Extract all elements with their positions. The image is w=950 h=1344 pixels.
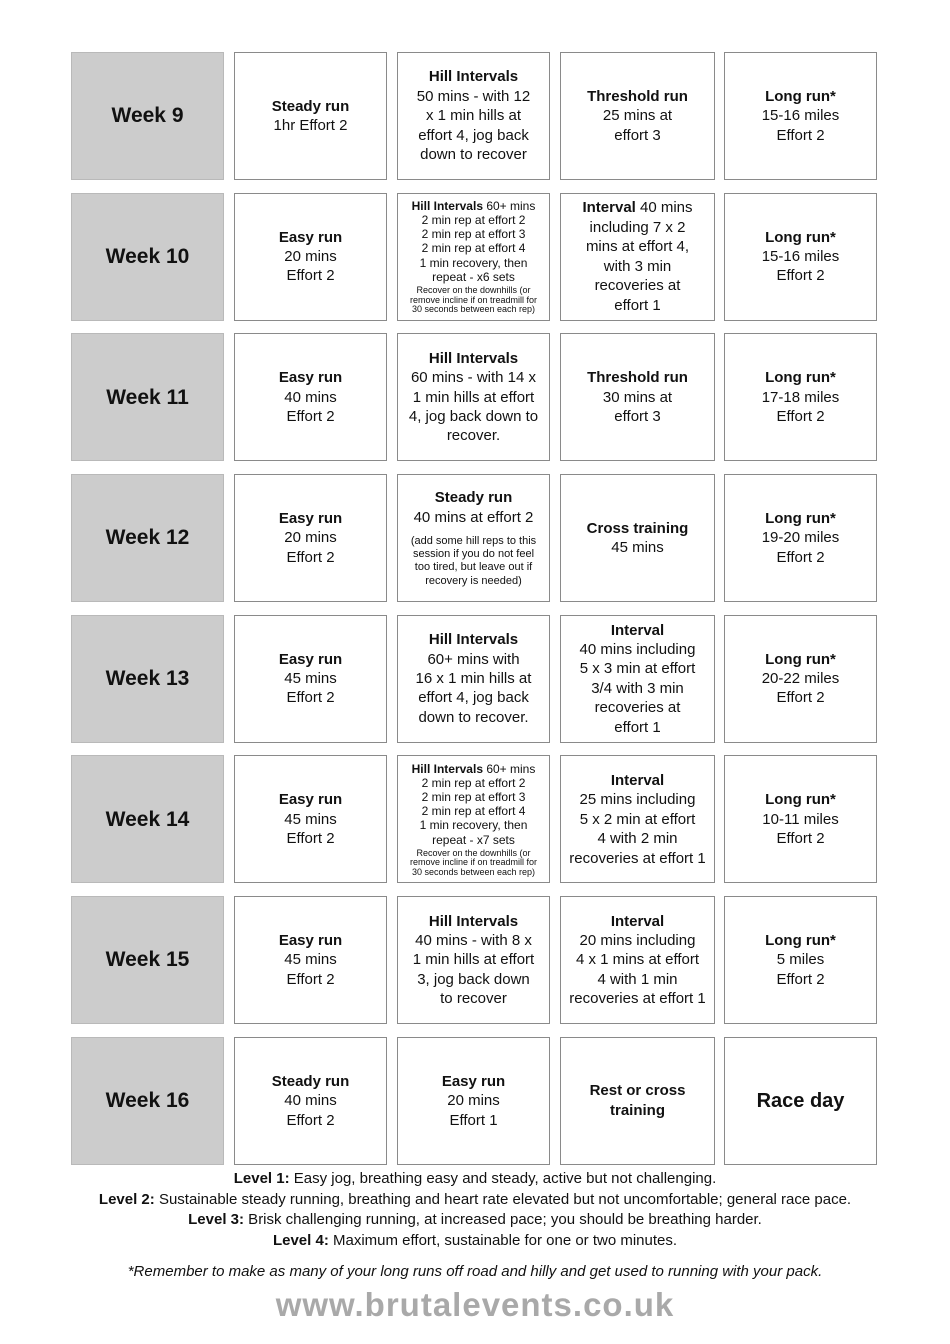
session-line: recover. — [446, 427, 501, 445]
session-line: 5 miles — [776, 951, 825, 969]
session-title: Interval — [610, 771, 665, 789]
session-line: 40 mins — [284, 388, 337, 406]
session-title: Threshold run — [587, 369, 688, 387]
session-heading — [765, 509, 836, 528]
session-cell — [397, 896, 550, 1024]
session-line: 45 mins — [284, 810, 337, 828]
session-line: 40 mins — [284, 1092, 337, 1110]
session-cell — [724, 1037, 877, 1165]
week-row — [71, 193, 877, 321]
session-cell — [560, 1037, 715, 1165]
session-line: Effort 2 — [286, 689, 335, 707]
note-line: (add some hill reps to this — [410, 535, 537, 548]
session-heading — [611, 771, 664, 790]
session-title: Steady run — [271, 1072, 350, 1090]
session-heading — [279, 368, 342, 387]
session-cell — [397, 755, 550, 883]
session-line: 19-20 miles — [761, 529, 840, 547]
session-line: 4 with 2 min — [597, 830, 678, 848]
session-cell — [560, 193, 715, 321]
session-line: Effort 2 — [776, 830, 825, 848]
footnote-line: 30 seconds between each rep) — [411, 304, 536, 315]
session-cell — [397, 474, 550, 602]
session-cell — [724, 896, 877, 1024]
session-heading — [582, 198, 692, 217]
session-line: 60 mins - with 14 x — [410, 369, 537, 387]
session-title: Hill Intervals — [428, 912, 519, 930]
session-line: 2 min rep at effort 3 — [421, 789, 526, 804]
session-title: Race day — [756, 1089, 845, 1112]
session-details — [410, 762, 537, 878]
legend-text: Easy jog, breathing easy and steady, active but not challenging. — [289, 1170, 717, 1187]
week-row — [71, 896, 877, 1024]
session-title: Easy run — [278, 650, 343, 668]
session-line: 1 min recovery, then — [419, 255, 528, 270]
session-cell — [560, 474, 715, 602]
session-line: 60+ mins with — [427, 650, 520, 668]
session-heading — [429, 67, 518, 86]
session-heading — [410, 762, 537, 776]
week-label: Week 14 — [71, 755, 224, 883]
session-cell — [234, 896, 387, 1024]
note-line: recovery is needed) — [425, 574, 522, 587]
session-line: Effort 2 — [776, 267, 825, 285]
session-title: Long run* — [765, 369, 836, 387]
session-cell — [397, 1037, 550, 1165]
session-line: 16 x 1 min hills at — [415, 670, 532, 688]
session-line: 40 mins including — [579, 640, 696, 658]
session-title: Steady run — [434, 489, 513, 507]
session-heading — [757, 1089, 845, 1113]
session-title: Long run* — [765, 509, 836, 527]
session-title: Hill Intervals — [411, 198, 483, 213]
session-heading — [587, 519, 689, 538]
session-line: Effort 2 — [286, 970, 335, 988]
session-title: Interval — [582, 199, 636, 217]
legend-text: Maximum effort, sustainable for one or two minutes. — [328, 1232, 678, 1250]
session-title-suffix: 60+ mins — [483, 198, 536, 213]
session-cell — [724, 52, 877, 180]
week-label: Week 12 — [71, 474, 224, 602]
session-line: 15-16 miles — [761, 107, 840, 125]
session-line: 30 mins at — [602, 388, 673, 406]
session-line: 50 mins - with 12 — [416, 87, 531, 105]
session-line: 20-22 miles — [761, 670, 840, 688]
session-line: Effort 2 — [286, 830, 335, 848]
session-line: 15-16 miles — [761, 247, 840, 265]
session-heading — [279, 931, 342, 950]
session-line: 5 x 3 min at effort — [579, 660, 696, 678]
session-title: Long run* — [765, 87, 836, 105]
session-title: Cross training — [586, 519, 689, 537]
session-heading — [587, 87, 688, 106]
session-line: 1 min recovery, then — [419, 818, 528, 833]
session-title: Easy run — [278, 369, 343, 387]
session-line: 20 mins — [284, 529, 337, 547]
week-row — [71, 755, 877, 883]
session-heading — [429, 630, 518, 649]
session-line: 45 mins — [284, 670, 337, 688]
session-title: Easy run — [278, 791, 343, 809]
session-cell — [560, 896, 715, 1024]
session-cell — [397, 615, 550, 743]
session-line: Effort 1 — [449, 1111, 498, 1129]
session-heading — [765, 650, 836, 669]
legend-line — [0, 1190, 950, 1211]
session-cell — [724, 474, 877, 602]
session-line: recoveries at — [594, 277, 681, 295]
session-line: 2 min rep at effort 3 — [421, 227, 526, 242]
session-heading — [279, 650, 342, 669]
session-cell — [560, 615, 715, 743]
session-line: 5 x 2 min at effort — [579, 810, 696, 828]
session-line: 1 min hills at effort — [412, 388, 535, 406]
session-line: effort 1 — [614, 718, 661, 736]
session-line: 17-18 miles — [761, 388, 840, 406]
session-heading — [765, 228, 836, 247]
legend-level: Level 4: — [272, 1232, 329, 1250]
session-line: x 1 min hills at — [425, 107, 522, 125]
session-title: Long run* — [765, 228, 836, 246]
session-line: 40 mins - with 8 x — [415, 932, 532, 950]
session-cell — [234, 615, 387, 743]
long-run-reminder: *Remember to make as many of your long runs off road and hilly and get used to running with your pack. — [127, 1263, 823, 1280]
session-cell — [560, 755, 715, 883]
session-title-suffix: 40 mins — [635, 199, 693, 217]
session-heading — [279, 509, 342, 528]
session-line: effort 1 — [614, 296, 661, 314]
session-line: 2 min rep at effort 2 — [421, 775, 526, 790]
session-title: Long run* — [765, 650, 836, 668]
session-line: 3, jog back down — [417, 970, 530, 988]
session-line: 2 min rep at effort 2 — [421, 213, 526, 228]
session-line: 4 x 1 mins at effort — [575, 951, 700, 969]
session-title: Easy run — [278, 509, 343, 527]
website-url: www.brutalevents.co.uk — [275, 1286, 675, 1323]
legend-text: Brisk challenging running, at increased pace; you should be breathing harder. — [244, 1211, 762, 1229]
session-line: 20 mins including — [579, 932, 696, 950]
session-title: Hill Intervals — [411, 761, 483, 776]
session-footnote — [410, 849, 537, 878]
session-line: 25 mins at — [602, 107, 673, 125]
session-line: Effort 2 — [776, 548, 825, 566]
session-heading — [279, 228, 342, 247]
week-row — [71, 615, 877, 743]
session-line: 1hr Effort 2 — [273, 117, 348, 134]
session-line: Effort 2 — [286, 267, 335, 285]
session-heading — [611, 912, 664, 931]
week-label: Week 9 — [71, 52, 224, 180]
session-heading — [765, 790, 836, 809]
session-line: Effort 2 — [286, 548, 335, 566]
session-title: Hill Intervals — [428, 349, 519, 367]
session-heading — [410, 199, 537, 213]
week-label: Week 13 — [71, 615, 224, 743]
footnote-line: Recover on the downhills (or — [416, 847, 531, 858]
session-cell — [724, 615, 877, 743]
session-heading — [765, 368, 836, 387]
session-heading — [429, 349, 518, 368]
footnote-line: 30 seconds between each rep) — [411, 866, 536, 877]
session-line: repeat - x6 sets — [432, 269, 515, 284]
session-cell — [724, 193, 877, 321]
session-title: Steady run — [271, 97, 350, 115]
session-line: 2 min rep at effort 4 — [421, 241, 526, 256]
note-line: session if you do not feel — [412, 548, 535, 561]
session-line: mins at effort 4, — [585, 238, 690, 256]
session-cell — [560, 52, 715, 180]
legend-level: Level 1: — [233, 1170, 290, 1187]
session-line: 20 mins — [284, 247, 337, 265]
footnote-line: Recover on the downhills (or — [416, 285, 531, 296]
session-line: 45 mins — [284, 951, 337, 969]
session-cell — [234, 52, 387, 180]
session-cell — [234, 1037, 387, 1165]
session-cell — [724, 755, 877, 883]
legend-level: Level 3: — [188, 1211, 245, 1229]
session-heading — [566, 1081, 709, 1120]
session-line: 1 min hills at effort — [412, 951, 535, 969]
session-title: Hill Intervals — [428, 631, 519, 649]
session-line: 10-11 miles — [762, 810, 839, 828]
session-line: 45 mins — [611, 539, 664, 557]
session-title: Interval — [610, 621, 665, 639]
session-cell — [397, 193, 550, 321]
session-heading — [765, 931, 836, 950]
session-heading — [435, 488, 513, 507]
legend-line — [0, 1169, 950, 1190]
week-label: Week 11 — [71, 333, 224, 461]
session-cell — [234, 333, 387, 461]
session-cell — [234, 193, 387, 321]
session-heading — [587, 368, 688, 387]
session-cell — [560, 333, 715, 461]
session-title: Easy run — [278, 228, 343, 246]
training-schedule-grid — [71, 52, 877, 1178]
week-row — [71, 52, 877, 180]
session-title: Long run* — [765, 791, 836, 809]
session-line: Effort 2 — [776, 126, 825, 144]
session-line: recoveries at — [594, 699, 681, 717]
session-title: Easy run — [278, 932, 343, 950]
session-line: 4 with 1 min — [597, 970, 678, 988]
session-cell — [234, 474, 387, 602]
session-line: down to recover — [420, 146, 527, 164]
session-cell — [397, 333, 550, 461]
session-heading — [429, 912, 518, 931]
week-label: Week 10 — [71, 193, 224, 321]
legend-text: Sustainable steady running, breathing and heart rate elevated but not uncomfortable; general race pace. — [154, 1190, 852, 1208]
session-line: Effort 2 — [776, 689, 825, 707]
session-line: 2 min rep at effort 4 — [421, 804, 526, 819]
session-line: effort 3 — [614, 408, 661, 426]
session-line: to recover — [440, 990, 507, 1008]
session-title: Threshold run — [587, 87, 688, 105]
session-line: including 7 x 2 — [589, 218, 686, 236]
session-line: 20 mins — [447, 1092, 500, 1110]
legend-line — [0, 1210, 950, 1231]
legend-level: Level 2: — [98, 1190, 155, 1208]
session-details — [410, 199, 537, 315]
session-heading — [272, 1072, 350, 1091]
footnote-line: remove incline if on treadmill for — [409, 857, 538, 868]
session-line: effort 4, jog back — [418, 689, 529, 707]
session-line: effort 4, jog back — [418, 126, 529, 144]
legend-line — [0, 1231, 950, 1252]
session-cell — [397, 52, 550, 180]
session-line: down to recover. — [418, 708, 529, 726]
footnote-line: remove incline if on treadmill for — [409, 294, 538, 305]
session-title: Easy run — [441, 1072, 506, 1090]
session-line: Effort 2 — [776, 408, 825, 426]
session-line: recoveries at effort 1 — [569, 990, 706, 1008]
session-line: with 3 min — [603, 257, 672, 275]
week-row — [71, 333, 877, 461]
session-line: Effort 2 — [286, 408, 335, 426]
session-footnote — [410, 286, 537, 315]
session-title: Rest or cross training — [589, 1082, 686, 1119]
session-line: recoveries at effort 1 — [569, 849, 706, 867]
session-title-suffix: 60+ mins — [483, 761, 536, 776]
session-note — [411, 535, 536, 588]
session-line: Effort 2 — [286, 1111, 335, 1129]
session-heading — [272, 97, 350, 116]
session-heading — [442, 1072, 505, 1091]
week-row — [71, 1037, 877, 1165]
session-line: 40 mins at effort 2 — [413, 508, 534, 526]
session-cell — [234, 755, 387, 883]
session-line: Effort 2 — [776, 970, 825, 988]
session-line: 4, jog back down to — [408, 408, 539, 426]
session-line: 3/4 with 3 min — [591, 679, 684, 697]
week-row — [71, 474, 877, 602]
note-line: too tired, but leave out if — [414, 561, 533, 574]
effort-level-legend — [0, 1169, 950, 1252]
session-title: Long run* — [765, 932, 836, 950]
week-label: Week 16 — [71, 1037, 224, 1165]
session-line: 25 mins including — [579, 791, 696, 809]
session-line: effort 3 — [614, 126, 661, 144]
session-title: Interval — [610, 912, 665, 930]
week-label: Week 15 — [71, 896, 224, 1024]
session-title: Hill Intervals — [428, 68, 519, 86]
session-line: repeat - x7 sets — [432, 832, 515, 847]
session-heading — [279, 790, 342, 809]
session-heading — [765, 87, 836, 106]
session-heading — [611, 621, 664, 640]
session-cell — [724, 333, 877, 461]
